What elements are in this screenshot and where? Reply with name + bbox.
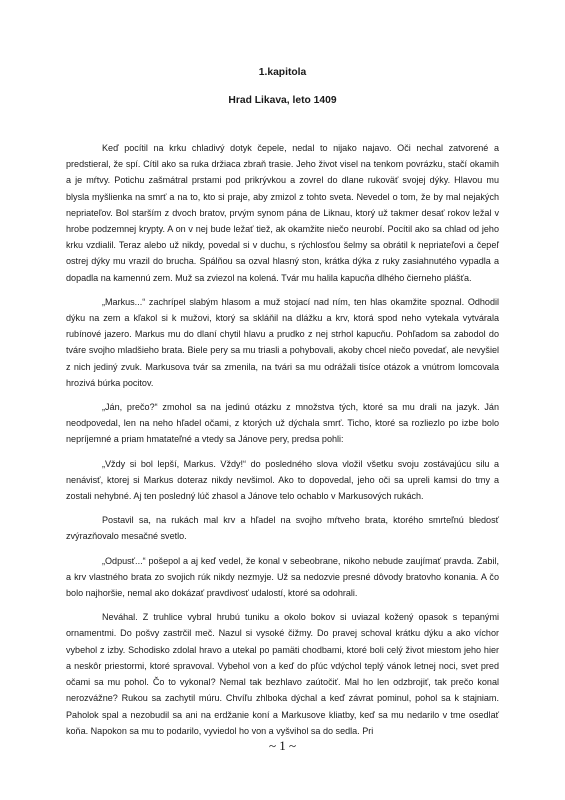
paragraph-1: Keď pocítil na krku chladivý dotyk čepele, nedal to nijako najavo. Oči nechal zatvorené a predstieral, že spí. Cítil ako sa ruka držiaca zbraň trasie. Jeho život visel na tenkom povrázku, stačí okamih a je mŕtvy. Potichu zašmátral prstami pod prikrývkou a zovrel do dlane rukoväť svojej dýky. Hlavou mu blysla myšlienka na smrť a na to, kto si praje, aby zmizol z tohto sveta. Nevedel o tom, že by mal nejakých nepriateľov. Bol starším z dvoch bratov, prvým synom pána de Liknau, ktorý už takmer desať rokov ležal v hrobe podzemnej krypty. A on v nej bude ležať tiež, ak okamžite niečo neurobí. Pocítil ako sa chlad od jeho krku vzdialil. Teraz alebo už nikdy, povedal si v duchu, s rýchlosťou šelmy sa obrátil k nepriateľovi a čepeľ ostrej dýky mu vrazil do brucha. Spálňou sa ozval hlasný ston, krátka dýka z ruky zasiahnutého vypadla a dopadla na kamennú zem. Muž sa zviezol na kolená. Tvár mu halila kapucňa dlhého čierneho plášťa. (66, 143, 499, 283)
paragraph-4: „Vždy si bol lepší, Markus. Vždy!“ do posledného slova vložil všetku svoju zostávajúcu silu a nenávisť, ktorej si Markus doteraz nikdy nevšimol. Ako to dopovedal, jeho oči sa upreli kamsi do tmy a zostali nehybné. Aj ten posledný lúč zhasol a Jánove telo ochablo v Markusových rukách. (66, 458, 499, 502)
chapter-subtitle: Hrad Likava, leto 1409 (228, 95, 337, 106)
chapter-heading: 1.kapitola (258, 67, 307, 78)
paragraph-2: „Markus...“ zachrípel slabým hlasom a muž stojací nad ním, ten hlas okamžite spoznal. Odhodil dýku na zem a kľakol si k mužovi, ktorý sa skláňil na dlážku a krv, ktorá spod neho vytekala vytvárala rubínové jazero. Markus mu do dlaní chytil hlavu a prudko z nej strhol kapucňu. Pohľadom sa zabodol do tváre svojho mladšieho brata. Biele pery sa mu triasli a pohybovali, akoby chcel niečo povedať, ale nevyšiel z nich jediný zvuk. Markusova tvár sa zmenila, na tvári sa mu odrážali tisíce otázok a vnútrom lomcovala hrozivá búrka pocitov. (66, 296, 499, 388)
paragraph-5: Postavil sa, na rukách mal krv a hľadel na svojho mŕtveho brata, ktorého smrteľnú bledosť zvýrazňovalo mesačné svetlo. (66, 515, 499, 542)
page-number: ~ 1 ~ (268, 738, 297, 753)
paragraph-7: Neváhal. Z truhlice vybral hrubú tuniku a okolo bokov si uviazal kožený opasok s tepanými ornamentmi. Do pošvy zastrčil meč. Nazul si vysoké čižmy. Do pravej schoval krátku dýku a ako víchor vybehol z izby. Schodisko zdolal hravo a utekal po pamäti chodbami, ktoré boli celý život miestom jeho hier a neskôr priestormi, ktoré spravoval. Vybehol von a keď do pľúc vdýchol teplý vánok letnej noci, svet pred očami sa mu pohol. Čo to vykonal? Nemal tak bezhlavo zaútočiť. Mal ho len odzbrojiť, tak prečo konal nerozvážne? Rukou sa zachytil múru. Chvíľu zhlboka dýchal a keď závrat pominul, pohol sa k stajniam. Paholok spal a nezobudil sa ani na erdžanie koní a Markusove kliatby, keď sa mu nedarilo v tme osedlať koňa. Napokon sa mu to podarilo, vyviedol ho von a vyšvihol sa do sedla. Pri (66, 612, 499, 736)
paragraph-3: „Ján, prečo?“ zmohol sa na jedinú otázku z množstva tých, ktoré sa mu drali na jazyk. Ján neodpovedal, len na neho hľadel očami, z ktorých už dýchala smrť. Ticho, ktoré sa rozliezlo po izbe bolo nepríjemné a priam hmatateľné a vtedy sa Jánove pery, predsa pohli: (66, 402, 499, 445)
paragraph-6: „Odpusť...“ pošepol a aj keď vedel, že konal v sebeobrane, nikoho nebude zaujímať pravda. Zabil, a krv vlastného brata zo svojich rúk nikdy nezmyje. Už sa nedozvie presné dôvody bratovho konania. A čo bolo najhoršie, nemal ako dokázať pravdivosť udalostí, ktoré sa odohrali. (66, 555, 499, 599)
